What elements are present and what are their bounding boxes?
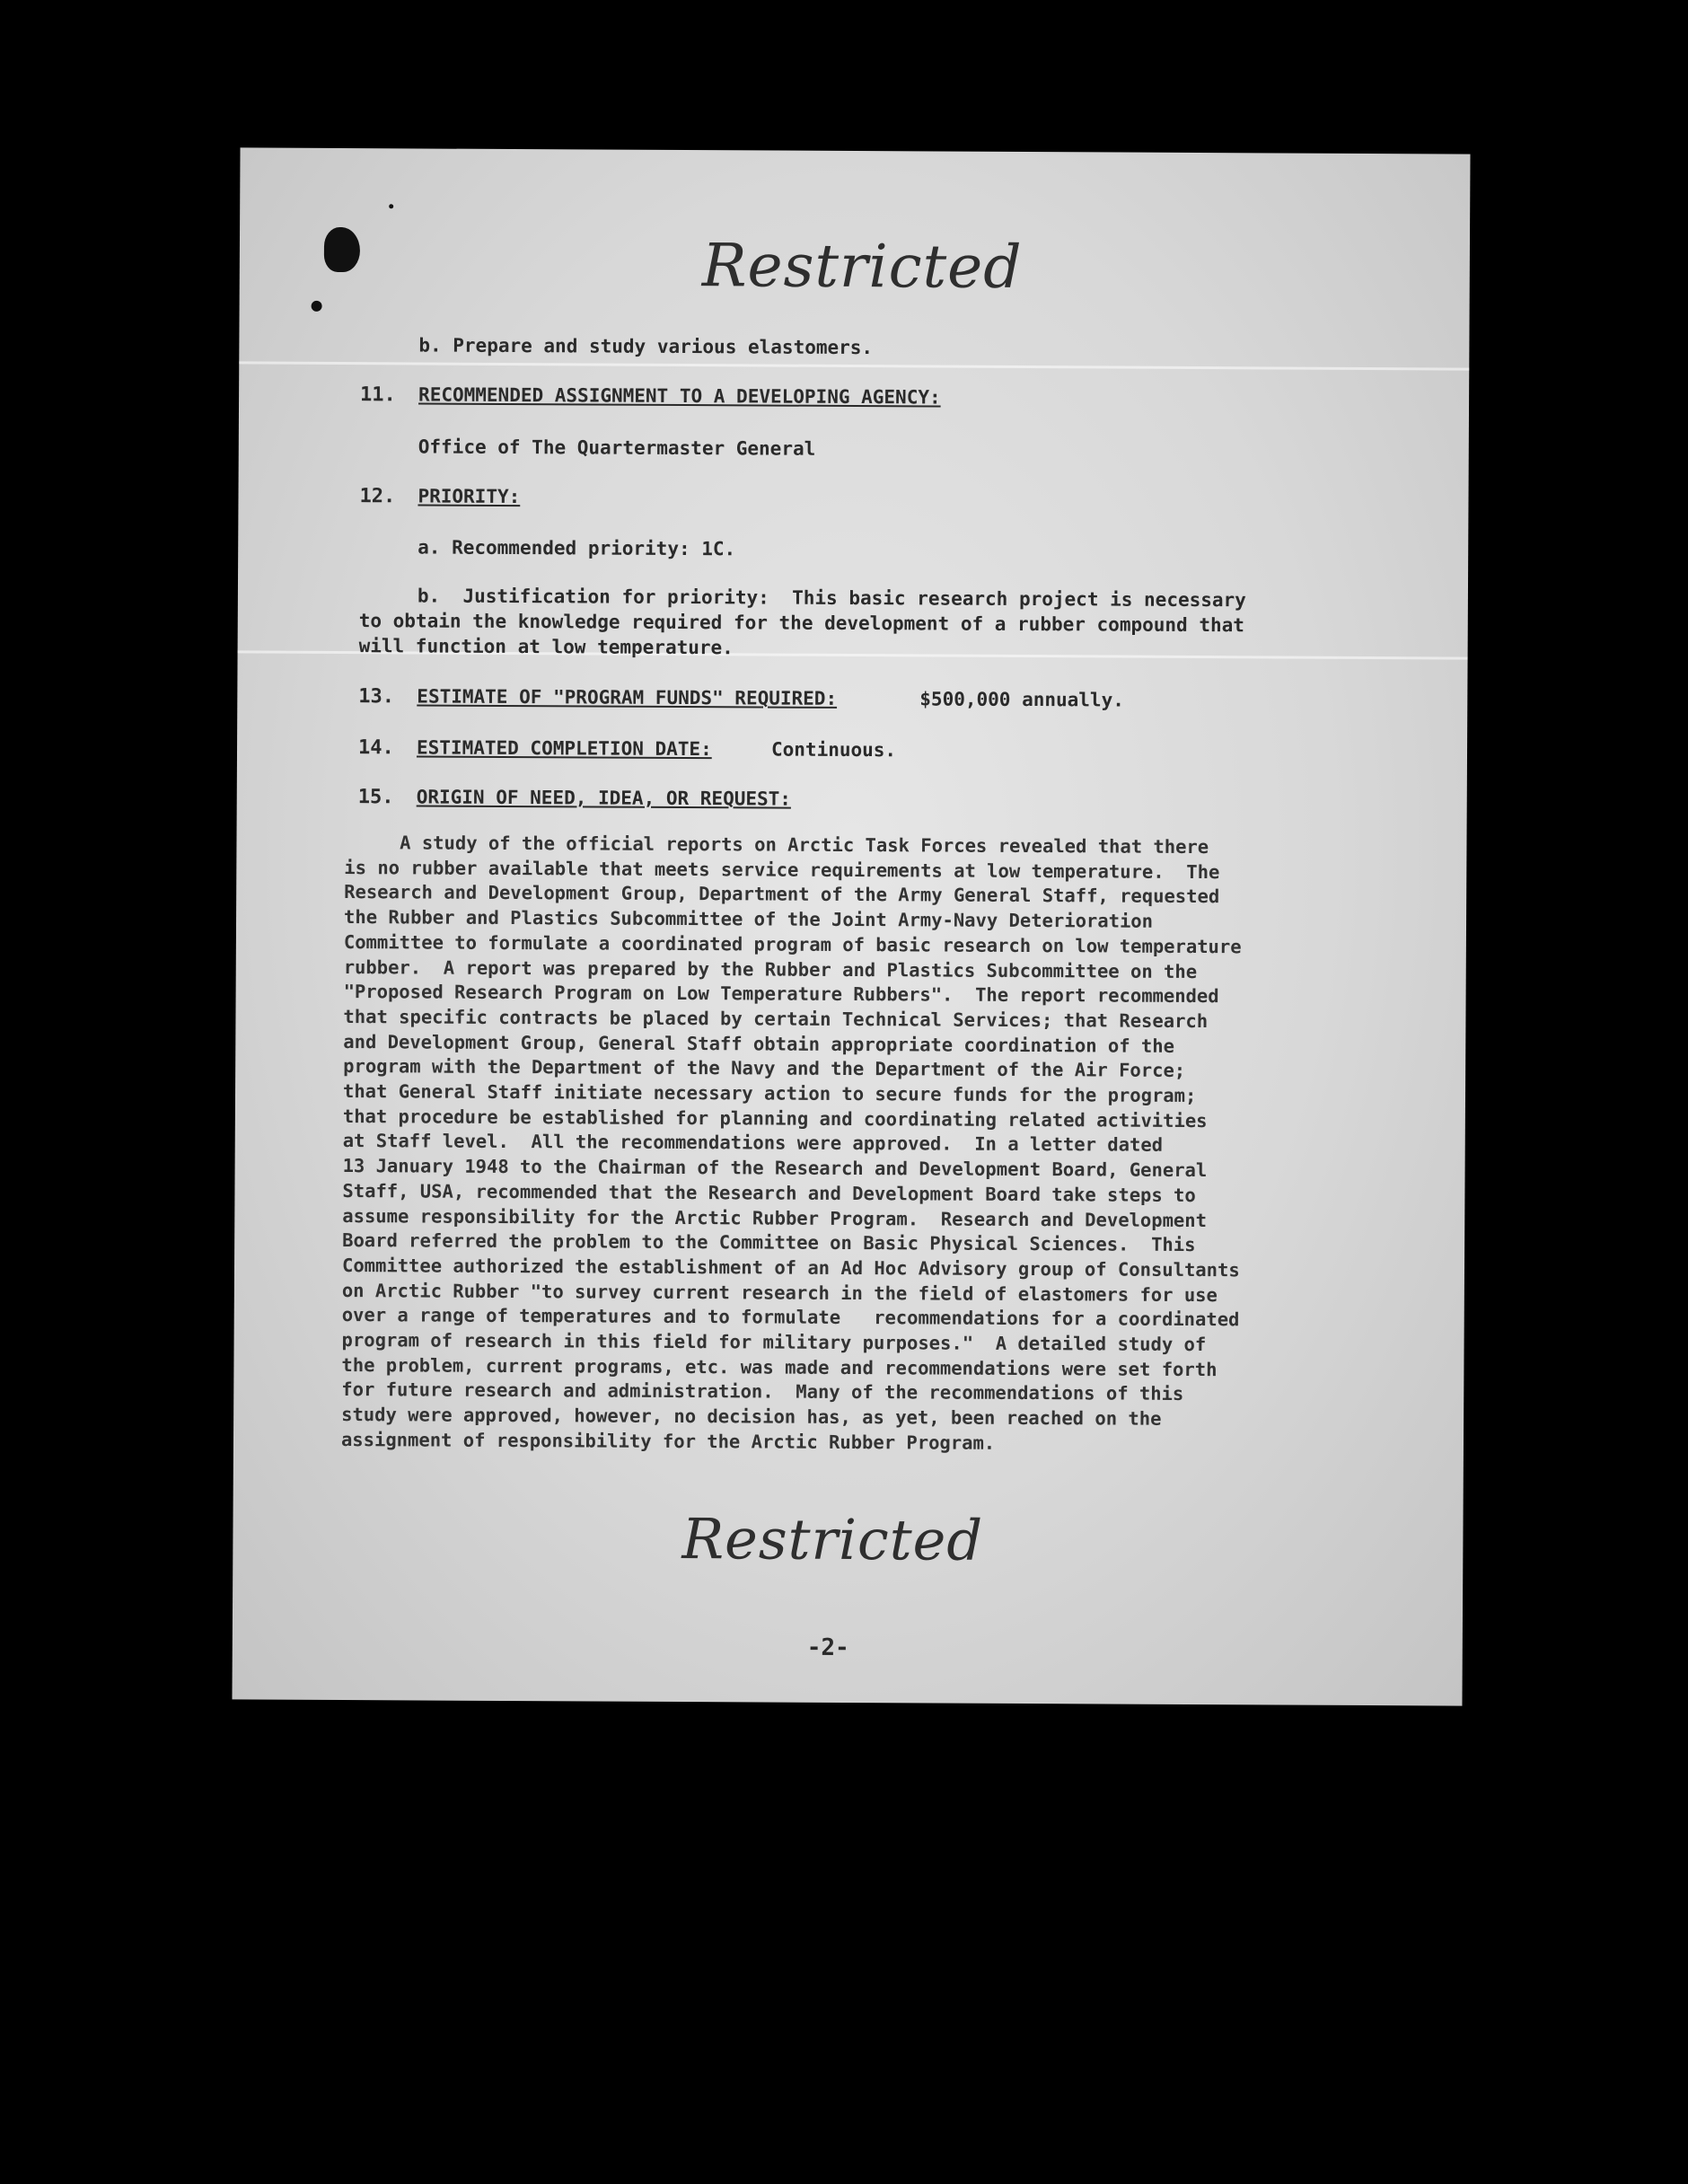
section-13-value: $500,000 annually. — [919, 688, 1124, 711]
paragraph-line: study were approved, however, no decision has, as yet, been reached on the — [341, 1404, 1162, 1430]
paragraph-line: Committee authorized the establishment of an Ad Hoc Advisory group of Consultants — [341, 1254, 1240, 1281]
section-15-paragraph — [341, 831, 1368, 1458]
item-b: b. Prepare and study various elastomers. — [418, 334, 874, 359]
paragraph-line: for future research and administration. Many of the recommendations of this — [341, 1378, 1184, 1405]
section-12-item-b-line: will function at low temperature. — [358, 635, 734, 659]
section-11-heading: RECOMMENDED ASSIGNMENT TO A DEVELOPING AGENCY: — [418, 383, 941, 409]
paragraph-line: program of research in this field for military purposes." A detailed study of — [341, 1329, 1207, 1356]
paragraph-line: at Staff level. All the recommendations were approved. In a letter dated — [342, 1130, 1164, 1157]
paragraph-line: is no rubber available that meets service requirements at low temperature. The — [344, 856, 1220, 883]
section-12-item-b-line: to obtain the knowledge required for the development of a rubber compound that — [358, 610, 1244, 637]
page-number: -2- — [806, 1634, 849, 1661]
paragraph-line: the Rubber and Plastics Subcommittee of the Joint Army-Navy Deterioration — [343, 906, 1154, 932]
section-12-item-a: a. Recommended priority: 1C. — [418, 536, 736, 560]
paragraph-line: Research and Development Group, Department of the Army General Staff, requested — [344, 881, 1220, 908]
paragraph-line: and Development Group, General Staff obtain appropriate coordination of the — [343, 1030, 1175, 1057]
paragraph-line: "Proposed Research Program on Low Temperature Rubbers". The report recommended — [343, 981, 1219, 1008]
section-14-number: 14. — [357, 736, 394, 760]
paragraph-line: Committee to formulate a coordinated program of basic research on low temperature — [343, 930, 1242, 958]
paragraph-line: 13 January 1948 to the Chairman of the Research and Development Board, General — [342, 1155, 1208, 1182]
section-12-item-b-line: b. Justification for priority: This basic research project is necessary — [417, 585, 1246, 612]
section-14-heading: ESTIMATED COMPLETION DATE: — [416, 736, 712, 761]
section-11-body: Office of The Quartermaster General — [418, 436, 816, 460]
section-12-heading: PRIORITY: — [418, 485, 521, 508]
paragraph-line: that specific contracts be placed by certain Technical Services; that Research — [343, 1005, 1209, 1033]
ink-dot — [389, 204, 393, 208]
ink-blot — [324, 227, 360, 272]
restricted-stamp-bottom: Restricted — [681, 1506, 984, 1573]
paragraph-line: that procedure be established for planning and coordinating related activities — [342, 1105, 1208, 1132]
section-11-number: 11. — [360, 383, 396, 407]
paragraph-line: program with the Department of the Navy and the Department of the Air Force; — [343, 1055, 1186, 1082]
paragraph-line: on Arctic Rubber "to survey current research in the field of elastomers for use — [341, 1279, 1218, 1306]
section-12-number: 12. — [359, 485, 396, 508]
paragraph-line: assignment of responsibility for the Arctic Rubber Program. — [340, 1428, 996, 1454]
paragraph-line: the problem, current programs, etc. was made and recommendations were set forth — [341, 1353, 1218, 1380]
section-15-number: 15. — [357, 786, 394, 809]
paragraph-line: A study of the official reports on Arctic Task Forces revealed that there — [344, 832, 1209, 859]
paragraph-line: Staff, USA, recommended that the Research and Development Board take steps to — [342, 1179, 1196, 1206]
ink-dot — [312, 301, 322, 312]
section-14-value: Continuous. — [770, 738, 897, 762]
paper-crease — [239, 361, 1469, 370]
paragraph-line: rubber. A report was prepared by the Rubber and Plastics Subcommittee on the — [343, 956, 1198, 982]
document-page — [232, 147, 1470, 1705]
section-13-heading: ESTIMATE OF "PROGRAM FUNDS" REQUIRED: — [417, 685, 838, 709]
restricted-stamp-top: Restricted — [701, 231, 1023, 302]
paragraph-line: Board referred the problem to the Committee on Basic Physical Sciences. This — [342, 1229, 1196, 1256]
paragraph-line: that General Staff initiate necessary action to secure funds for the program; — [342, 1080, 1197, 1107]
paragraph-line: assume responsibility for the Arctic Rubber Program. Research and Development — [342, 1204, 1208, 1231]
section-13-number: 13. — [358, 685, 395, 709]
paragraph-line: over a range of temperatures and to formulate recommendations for a coordinated — [341, 1304, 1240, 1331]
section-15-heading: ORIGIN OF NEED, IDEA, OR REQUEST: — [416, 786, 792, 810]
